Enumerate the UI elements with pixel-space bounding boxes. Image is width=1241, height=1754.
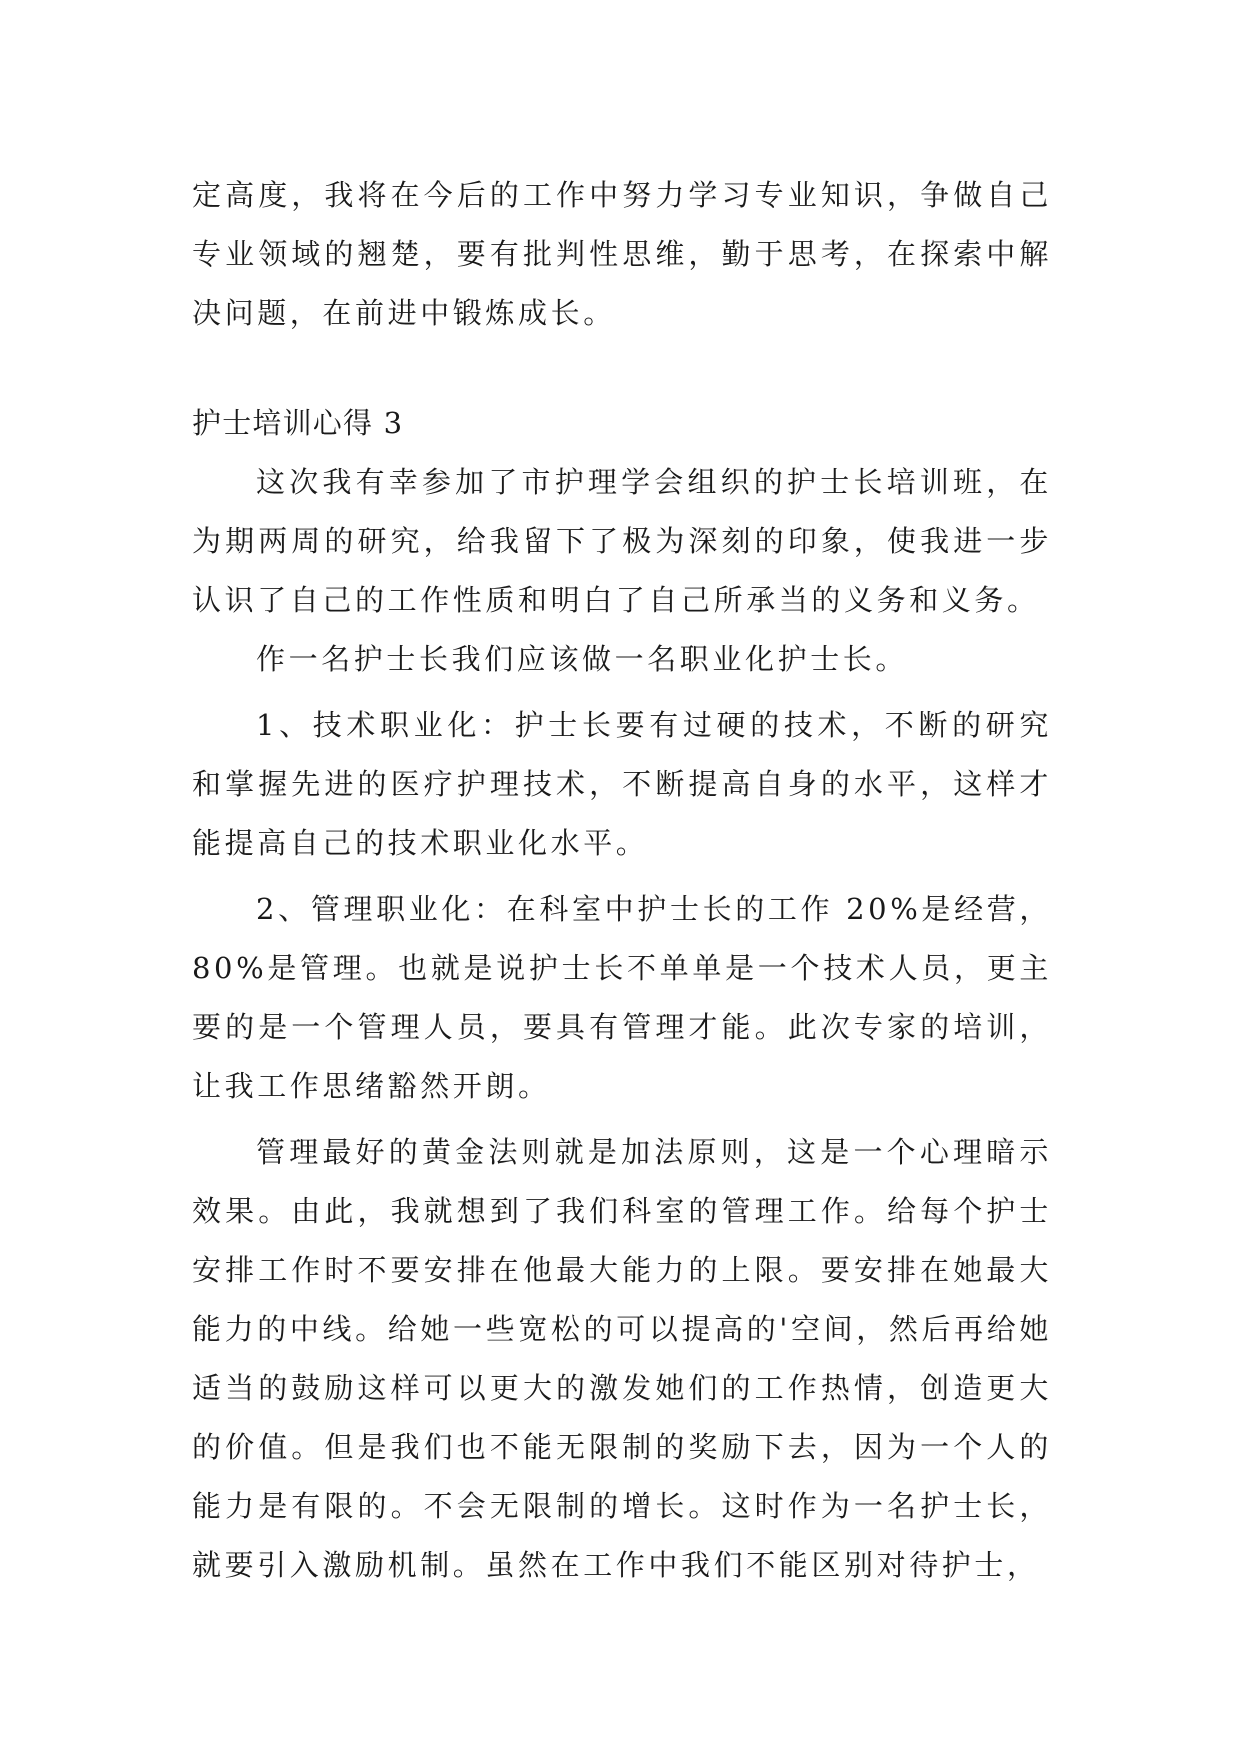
body-paragraph: 这次我有幸参加了市护理学会组织的护士长培训班，在为期两周的研究，给我留下了极为深刻的印象，使我进一步认识了自己的工作性质和明白了自己所承当的义务和义务。 — [192, 465, 1052, 617]
body-paragraph: 管理最好的黄金法则就是加法原则，这是一个心理暗示效果。由此，我就想到了我们科室的管理工作。给每个护士安排工作时不要安排在他最大能力的上限。要安排在她最大能力的中线。给她一些宽松的可以提高的'空间，然后再给她适当的鼓励这样可以更大的激发她们的工作热情，创造更大的价值。但是我们也不能无限制的奖励下去，因为一个人的能力是有限的。不会无限制的增长。这时作为一名护士长，就要引入激励机制。虽然在工作中我们不能区别对待护士， — [192, 1135, 1052, 1582]
body-paragraph: 作一名护士长我们应该做一名职业化护士长。 — [256, 642, 909, 676]
section-title: 护士培训心得 3 — [192, 406, 404, 440]
body-paragraph: 1、技术职业化：护士长要有过硬的技术，不断的研究和掌握先进的医疗护理技术，不断提高自身的水平，这样才能提高自己的技术职业化水平。 — [192, 708, 1052, 860]
continuation-paragraph: 定高度，我将在今后的工作中努力学习专业知识，争做自己专业领域的翘楚，要有批判性思维，勤于思考，在探索中解决问题，在前进中锻炼成长。 — [192, 178, 1052, 330]
body-paragraph: 2、管理职业化：在科室中护士长的工作 20%是经营，80%是管理。也就是说护士长不单单是一个技术人员，更主要的是一个管理人员，要具有管理才能。此次专家的培训，让我工作思绪豁然开朗。 — [192, 892, 1052, 1103]
document-body — [192, 166, 1052, 1595]
